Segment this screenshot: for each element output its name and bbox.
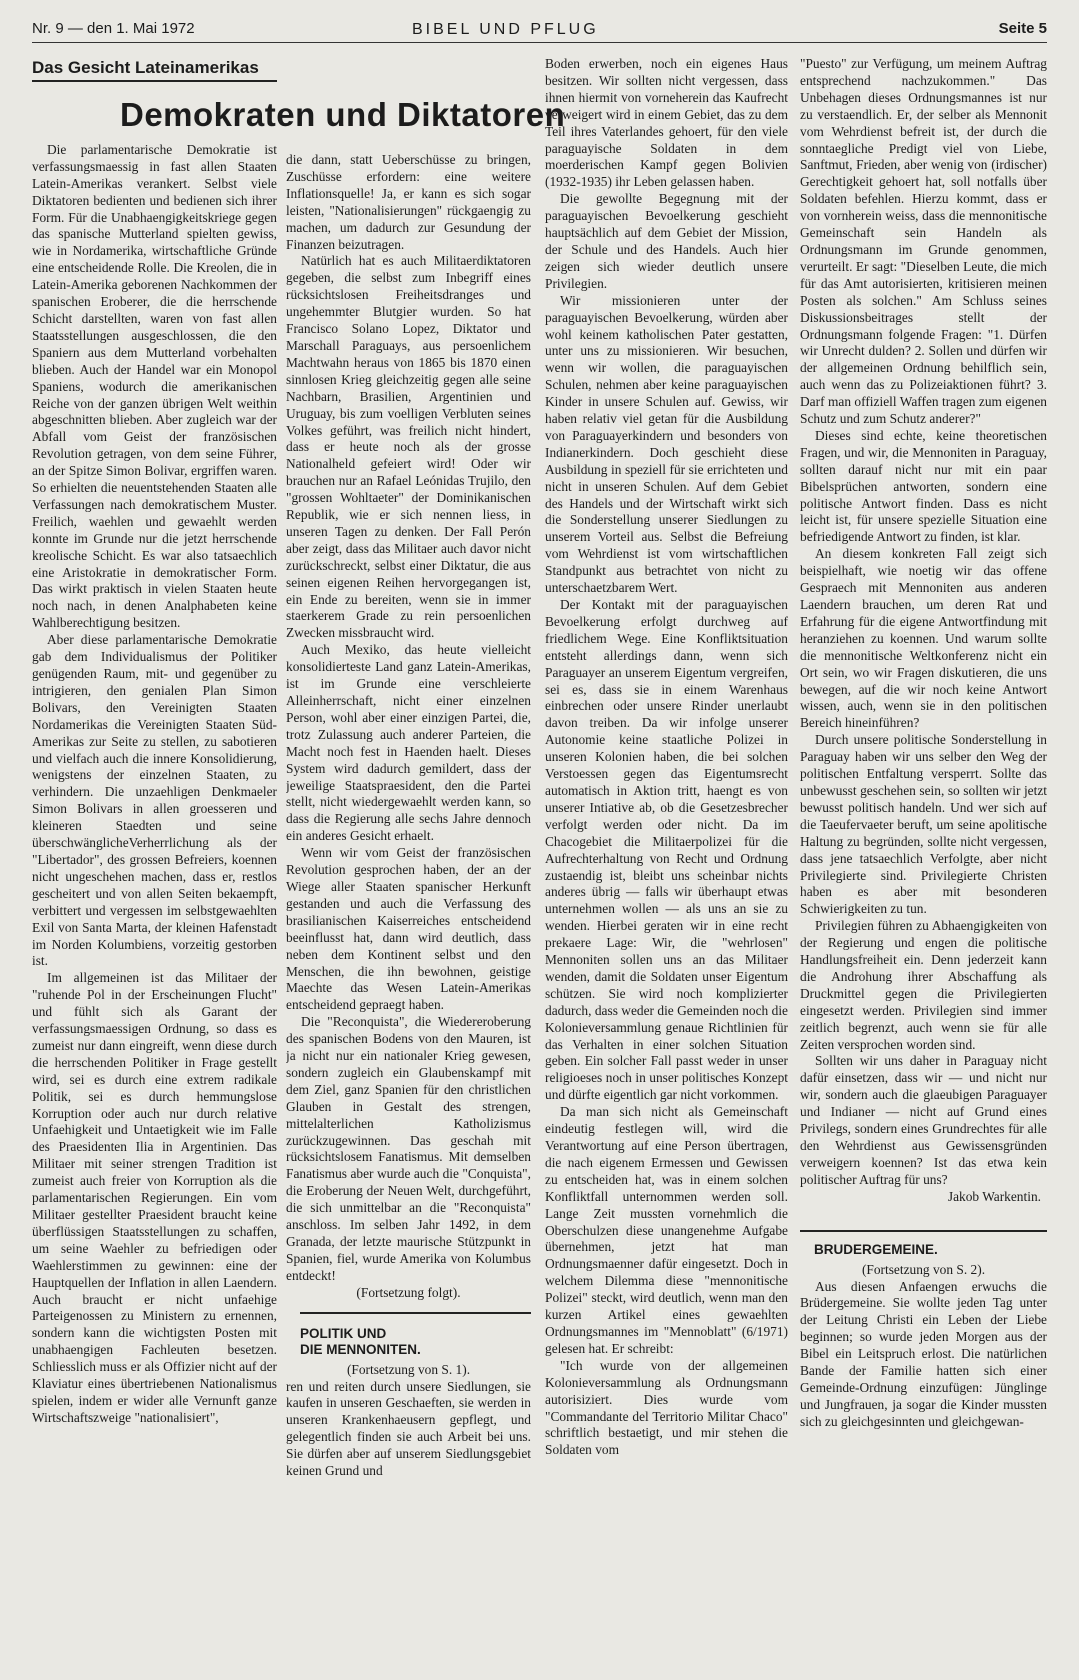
- politik-title-line2: DIE MENNONITEN.: [300, 1341, 421, 1357]
- masthead: BIBEL UND PFLUG: [412, 21, 599, 38]
- paragraph: Auch Mexiko, das heute vielleicht konsolidierteste Land ganz Latein-Amerikas, ist im Grunde eine verschleierte Alleinherrschaft, nicht einer einzelnen Person, wohl aber einer einzigen Partei, die, trotz Zulassung auch anderer Parteien, die Macht noch fest in Haenden haelt. Dieses System wird dadurch gemildert, dass der jeweilige Staatspraesident, den die Partei stellt, nicht wiedergewaehlt werden kann, so dass die Regierung alle sechs Jahre dennoch ein anderes Gesicht erhaelt.: [286, 642, 531, 844]
- paragraph: An diesem konkreten Fall zeigt sich beispielhaft, wie noetig wir das offene Gespraech mit Mennoniten aus anderen Laendern brauchen, um deren Rat und Erfahrung für die eigene Antwortfindung mit heranziehen zu koennen. Und warum sollte die mennonitische Weltkonferenz nicht ein Ort sein, wo wir Fragen diskutieren, die uns bewegen, auf die wir noch keine Antwort wissen, auch, wenn sie in den politischen Bereich hineinführen?: [800, 546, 1047, 731]
- issue-date: Nr. 9 — den 1. Mai 1972: [32, 20, 195, 37]
- politik-title-line1: POLITIK UND: [300, 1325, 387, 1341]
- bruedergemeine-title: BRUDERGEMEINE.: [814, 1241, 938, 1257]
- paragraph: Da man sich nicht als Gemeinschaft eindeutig festlegen will, wird die Verantwortung auf eine Person übertragen, die nach eigenem Ermessen und Gewissen zu entscheiden hat, was in einem solchen Konfliktfall unternommen werden soll. Lange Zeit mussten vornehmlich die Oberschulzen diese unangenehme Aufgabe übernehmen, jetzt hat man Ordnungsmaenner dafür eingesetzt. Doch in welchem Dilemma diese "mennonitische Polizei" steckt, wird deutlich, wenn man den kurzen Artikel eines gewaehlten Ordnungsmannes im "Mennoblatt" (6/1971) gelesen hat. Er schreibt:: [545, 1104, 788, 1356]
- continued-from-note: (Fortsetzung von S. 1).: [346, 1361, 471, 1377]
- paragraph: Im allgemeinen ist das Militaer der "ruhende Pol in der Erscheinungen Flucht" und fühlt sich als Garant der verfassungsmaessigen Ordnung, so dass es zumeist nur dann eingreift, wenn diese durch die herrschenden Politiker in Frage gestellt wird, sei es durch eine extrem radikale Politik, sei es durch hemmungslose Korruption oder auch nur durch relative Unfaehigkeit und Untaetigkeit wie im Falle des Praesidenten Ilia in Argentinien. Das Militaer mit seiner strengen Tradition ist zumeist auch freier von Korruption als die parlamentarischen Regierungen. Ein vom Militaer gestellter Praesident braucht keine überflüssigen Staatsstellungen zu schaffen, um seine Waehler zu befriedigen oder Waehlerstimmen zu gewinnen: eine der Hauptquellen der Inflation in allen Laendern. Auch braucht er nicht unfaehige Parteigenossen zu Ministern zu ernennen, sondern kann die wichtigsten Posten mit unabhaengigen Fachleuten besetzen. Schliesslich muss er als Offizier nicht auf der Klaviatur eines übertriebenen Nationalismus spielen, indem er wider alle Vernunft ganze Wirtschaftszweige "nationalisiert",: [32, 970, 277, 1425]
- author-signature: Jakob Warkentin.: [947, 1188, 1041, 1204]
- article-kicker: Das Gesicht Lateinamerikas: [32, 58, 259, 77]
- paragraph: ren und reiten durch unsere Siedlungen, sie kaufen in unseren Geschaeften, sie werden in unseren Krankenhaeusern gepflegt, und gelegentlich finden sie auch Arbeit bei uns. Sie dürfen aber auf unserem Siedlungsgebiet keinen Grund und: [286, 1378, 531, 1479]
- paragraph: Wir missionieren unter der paraguayischen Bevoelkerung, würden aber wohl keinem katholischen Pater gestatten, unter uns zu missionieren. Wir besuchen, wenn wir wollen, die paraguayischen Schulen, nehmen aber keine paraguayischen Kinder in unsere Schulen auf. Gewiss, wir haben relativ viel getan für die Ausbildung von Paraguayerkindern und besonders von Indianerkindern. Doch geschieht diese Ausbildung in speziell für sie errichteten und nicht in unseren Schulen. Auf dem Gebiet des Handels und der Wirtschaft wirkt sich die Sonderstellung unserer Siedlungen zu unserem Vorteil aus. Selbst die Befreiung vom Wehrdienst ist vom wirtschaftlichen Standpunkt aus betrachtet von nicht zu unterschaetzbarem Wert.: [545, 292, 788, 596]
- column-2: [286, 56, 531, 1671]
- page-header: [32, 18, 1047, 44]
- paragraph: Natürlich hat es auch Militaerdiktatoren gegeben, die selbst zum Inbegriff eines rücksichtslosen Freiheitsdranges und ungehemmter Blutgier wurden. So hat Francisco Solano Lopez, Diktator und Marschall Paraguays, aus persoenlichem Machtwahn heraus von 1865 bis 1870 einen sinnlosen Krieg gleichzeitig gegen alle seine Nachbarn, Brasilien, Argentinien und Uruguay, bis zum voelligen Verbluten seines Volkes geführt, was freilich nicht hindert, dass er heute noch als der grosse Nationalheld gefeiert wird! Oder wir brauchen nur an Rafael Leónidas Trujilo, den "grossen Wohltaeter" der Dominikanischen Republik, wie er sich nennen liess, in unseren Tagen zu denken. Der Fall Perón aber zeigt, dass das Militaer auch davor nicht zurückschreckt, selbst einer Diktatur, die aus seinen eigenen Reihen hervorgegangen ist, ein Ende zu bereiten, wenn sie in immer staerkerem Grade zu rein persoenlichen Zwecken missbraucht wird.: [286, 253, 531, 641]
- paragraph: Die gewollte Begegnung mit der paraguayischen Bevoelkerung geschieht hauptsächlich auf dem Gebiet der Mission, der Schule und des Handels. Auch hier zeigen sich wieder deutlich unsere Privilegien.: [545, 191, 788, 291]
- paragraph: Durch unsere politische Sonderstellung in Paraguay haben wir uns selber den Weg der politischen Entfaltung versperrt. Sollte das unbewusst geschehen sein, so sollten wir jetzt bewusst politisch handeln. Und wer sich auf die Taeufervaeter beruft, um seine apolitische Haltung zu begründen, sollte nicht vergessen, dass jene tatsaechlich Verfolgte, aber nicht Privilegierte sind. Privilegierte Christen haben es aber mit besonderen Schwierigkeiten zu tun.: [800, 732, 1047, 917]
- continued-from-note: (Fortsetzung von S. 2).: [861, 1261, 986, 1277]
- paragraph: Privilegien führen zu Abhaengigkeiten von der Regierung und engen die politische Handlungsfreiheit ein. Denn jederzeit kann die Androhung ihrer Abschaffung als Druckmittel gegen die Privilegierten eingesetzt werden. Privilegien sind immer zeitlich begrenzt, auch wenn sie für alle Zeiten versprochen worden sind.: [800, 918, 1047, 1052]
- kicker-rule: [32, 80, 277, 82]
- column-4: [800, 56, 1047, 1671]
- article-headline: Demokraten und Diktatoren: [120, 96, 566, 133]
- paragraph: Aus diesen Anfaengen erwuchs die Brüdergemeine. Sie wollte jeden Tag unter der Leitung Christi ein Leben der Liebe beginnen; so wurde jeden Morgen aus der Bibel ein Leitspruch erlost. Die natürlichen Bande der Familie hatten sich einer Gemeinde-Ordnung einzufügen: Jünglinge und Jungfrauen, ja sogar die Kinder mussten sich zu gleichgesinnten und gleichgewan-: [800, 1278, 1047, 1429]
- politik-title: [300, 1312, 531, 1358]
- header-rule: [32, 42, 1047, 43]
- paragraph: Sollten wir uns daher in Paraguay nicht dafür einsetzen, dass wir — und nicht nur wir, sondern auch die glaeubigen Paraguayer und Indianer — nicht auf Grund eines Privilegs, sondern eines Grundrechtes für alle den Wehrdienst aus Gewissensgründen verweigern koennen? Ist das etwa kein politischer Auftrag für uns?: [800, 1053, 1047, 1187]
- paragraph: Dieses sind echte, keine theoretischen Fragen, und wir, die Mennoniten in Paraguay, sollten darauf nicht nur mit ein paar Bibelsprüchen antworten, sondern eine politische Antwort finden. Dass es nicht leicht ist, für unsere spezielle Situation eine befriedigende Antwort zu finden, ist klar.: [800, 427, 1047, 545]
- column-1: [32, 56, 277, 1671]
- paragraph: Wenn wir vom Geist der französischen Revolution gesprochen haben, der an der Wiege aller Staaten spanischer Herkunft gestanden und auch die Verfassung des brasilianischen Kaiserreiches entscheidend beeinflusst hat, dann wird deutlich, dass neben dem Kontinent selbst und den Menschen, die ihn bewohnen, geistige Maechte das Wesen Latein-Amerikas entscheidend gepraegt haben.: [286, 845, 531, 1013]
- paragraph: "Puesto" zur Verfügung, um meinem Auftrag entsprechend nachzukommen." Das Unbehagen dieses Ordnungsmannes ist nur zu verstaendlich. Er, der selber als Mennonit vom Wehrdienst befreit ist, der durch die sonntaegliche Predigt viel von Liebe, Sanftmut, Frieden, aber wenig von (irdischer) Gerechtigkeit gehoert hat, soll notfalls über Soldaten befehlen. Hierzu kommt, dass er von vornherein weiss, dass die mennonitische Gemeinschaft sein Handeln als Ordnungsmann im Grunde genommen, verurteilt. Er sagt: "Dieselben Leute, die mich für das Amt autorisierten, kritisieren meinen Posten als solchen." Am Schluss seines Diskussionsbeitrages stellt der Ordnungsmann folgende Fragen: "1. Dürfen wir Unrecht dulden? 2. Sollen und dürfen wir der allgemeinen Ordnung behilflich sein, auch wenn das zu Polizeiaktionen führt? 3. Darf man offiziell Waffen tragen zum eigenen Schutz und zum Schutz anderer?": [800, 56, 1047, 427]
- paragraph: die dann, statt Ueberschüsse zu bringen, Zuschüsse erfordern: eine weitere Inflationsquelle! Ja, er kann es sich sogar leisten, "Nationalisierungen" rückgaengig zu machen, um dadurch zur Gesundung der Finanzen beizutragen.: [286, 152, 531, 252]
- column-3: [545, 56, 788, 1671]
- section-rule: [800, 1230, 1047, 1232]
- paragraph: "Ich wurde von der allgemeinen Kolonieversammlung als Ordnungsmann autorisiziert. Dies wurde vom "Commandante del Territorio Militar Chaco" schriftlich bestaetigt, und mir stehen die Soldaten vom: [545, 1357, 788, 1458]
- paragraph: Die parlamentarische Demokratie ist verfassungsmaessig in fast allen Staaten Latein-Amerikas verankert. Selbst viele Diktatoren bedienten und bedienen sich ihrer Form. Für die Unabhaengigkeitskriege gegen das spanische Mutterland spielten gewiss, wie in Nordamerika, wirtschaftliche Gründe eine entscheidende Rolle. Die Kreolen, die in Latein-Amerika geborenen Nachkommen der spanischen Eroberer, die die herrschende Schicht darstellten, waren von fast allen Staatsstellungen ausgeschlossen, die den Spaniern aus dem Mutterland vorbehalten blieben. Auch der Handel war ein Monopol Spaniens, wodurch die amerikanischen Reiche von der ganzen übrigen Welt weithin abgeschnitten blieben. Aber zugleich war der Abfall vom Geist der französischen Revolution getragen, von dem seine Führer, an der Spitze Simon Bolivar, ergriffen waren. So erhielten die neuentstehenden Staaten alle Verfassungen nach demokratischem Muster. Freilich, waehlen und gewaehlt werden konnte im Grunde nur die jetzt herrschende kreolische Schicht. Es war also tatsaechlich eine Aristokratie in demokratischer Form. Das wirkt praktisch in vielen Staaten heute noch nach, in denen Analphabeten keine Wahlberechtigung besitzen.: [32, 141, 277, 631]
- paragraph: Boden erwerben, noch ein eigenes Haus besitzen. Wir sollten nicht vergessen, dass ihnen hiermit von vorneherein das Kaufrecht verweigert wird in einem Gebiet, das zu dem Teil ihres Vaterlandes gehoert, für den viele paraguayische Soldaten in dem moerderischen Kampf gegen Bolivien (1932-1935) ihr Leben gelassen haben.: [545, 56, 788, 190]
- page-number: Seite 5: [998, 20, 1047, 37]
- paragraph: Die "Reconquista", die Wiedereroberung des spanischen Bodens von den Mauren, ist ja nicht nur ein nationaler Krieg gewesen, sondern zugleich ein Glaubenskampf mit dem Ziel, ganz Spanien für den christlichen Glauben in Gestalt des strengen, mittelalterlichen Katholizismus zurückzugewinnen. Das geschah mit rücksichtslosem Fanatismus. Mit demselben Fanatismus aber wurde auch die "Conquista", die Eroberung der Neuen Welt, durchgeführt, die sich unmittelbar an die "Reconquista" anschloss. Im selben Jahr 1492, in dem Granada, der letzte maurische Stützpunkt in Spanien, fiel, wurde Amerika von Kolumbus entdeckt!: [286, 1014, 531, 1283]
- paragraph: Aber diese parlamentarische Demokratie gab dem Individualismus der Politiker genügenden Raum, mit- und gegenüber zu intrigieren, den genialen Plan Simon Bolivars, den Vereinigten Staaten Nordamerikas die Vereinigten Staaten Süd-Amerikas zur Seite zu stellen, zu sabotieren und vielfach auch die innere Konsolidierung, wenigstens der einzelnen Staaten, zu verhindern. Die unzaehligen Denkmaeler Simon Bolivars in allen groesseren und kleineren Staedten und seine überschwänglicheVerherrlichung als der "Libertador", des grossen Befreiers, koennen nicht ungeschehen machen, dass er, restlos gescheitert und von allen Seiten bekaempft, verbittert und vergessen im selbstgewaehlten Exil von Santa Marta, der kleinen Hafenstadt im Norden Kolumbiens, vorzeitig gestorben ist.: [32, 632, 277, 969]
- paragraph: Der Kontakt mit der paraguayischen Bevoelkerung erfolgt durchweg auf friedlichem Wege. Eine Konfliktsituation entsteht allerdings dann, wenn sich Paraguayer an unserem Eigentum vergreifen, sei es, dass sie in einem Warenhaus einbrechen oder unsere Rinder unerlaubt davon treiben. Da wir infolge unserer Autonomie keine staatliche Polizei in unseren Kolonien haben, die bei solchen Verstoessen gegen das Eigentumsrecht automatisch in Aktion tritt, haengt es von unserer Intiative ab, ob die Gesetzesbrecher verfolgt werden oder nicht. Da im Chacogebiet die Militaerpolizei für die Aufrechterhaltung von Recht und Ordnung zustaendig ist, bleibt uns scheinbar nichts anderes übrig — falls wir überhaupt etwas unternehmen wollen — als uns an sie zu wenden. Hierbei geraten wir in eine recht prekaere Lage: Wir, die "wehrlosen" Mennoniten sollen uns an das Militaer wenden, damit die Soldaten unser Eigentum schützen. Sie wird noch komplizierter dadurch, dass weder die Gemeinden noch die Kolonieversammlung genaue Richtlinien für das Verhalten in einer solchen Situation geben. Ein solcher Fall passt weder in unser religioeses noch in unser politisches Konzept und dürfte eigentlich gar nicht vorkommen.: [545, 597, 788, 1103]
- continued-note: (Fortsetzung folgt).: [356, 1284, 461, 1300]
